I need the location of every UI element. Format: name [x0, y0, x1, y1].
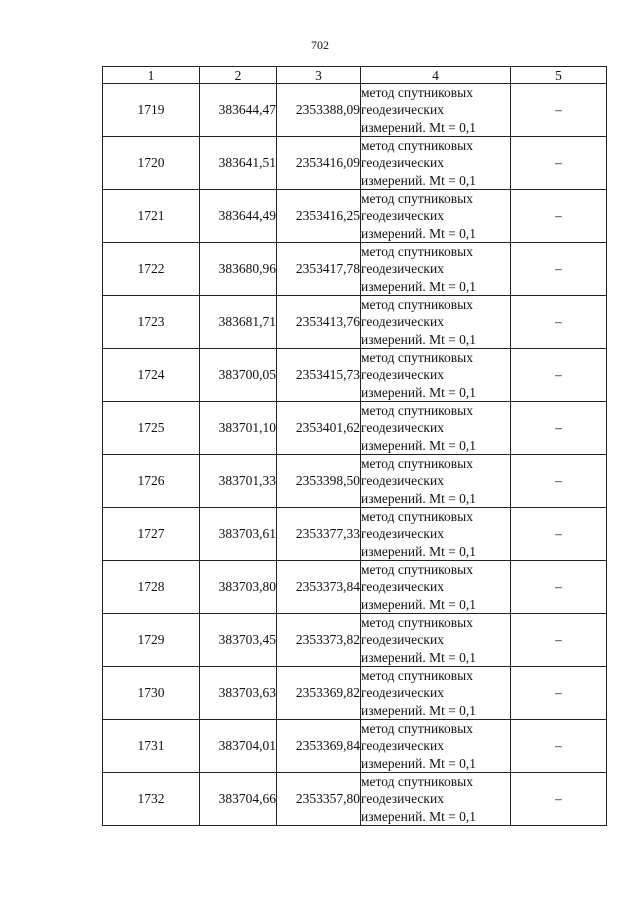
point-number-cell: 1722	[103, 243, 200, 296]
table-row	[103, 296, 607, 349]
coordinate-x-cell: 383644,49	[200, 190, 277, 243]
method-cell	[361, 508, 511, 561]
point-number-cell: 1720	[103, 137, 200, 190]
note-cell: –	[511, 720, 607, 773]
table-body	[103, 84, 607, 826]
method-line: геодезических	[361, 102, 444, 118]
note-cell: –	[511, 614, 607, 667]
note-cell: –	[511, 508, 607, 561]
coordinate-x-cell: 383704,01	[200, 720, 277, 773]
method-line: метод спутниковых	[361, 403, 473, 419]
coordinate-y-cell: 2353401,62	[277, 402, 361, 455]
method-line: метод спутниковых	[361, 85, 473, 101]
method-line: измерений. Mt = 0,1	[361, 225, 477, 241]
table-row	[103, 773, 607, 826]
method-cell	[361, 720, 511, 773]
coordinate-x-cell: 383703,45	[200, 614, 277, 667]
point-number-cell: 1732	[103, 773, 200, 826]
method-line: метод спутниковых	[361, 297, 473, 313]
point-number-cell: 1729	[103, 614, 200, 667]
method-line: метод спутниковых	[361, 721, 473, 737]
method-line: геодезических	[361, 314, 444, 330]
coordinate-x-cell: 383704,66	[200, 773, 277, 826]
page-number: 702	[311, 38, 329, 52]
point-number-cell: 1728	[103, 561, 200, 614]
method-line: измерений. Mt = 0,1	[361, 649, 477, 665]
method-line: метод спутниковых	[361, 191, 473, 207]
method-line: геодезических	[361, 632, 444, 648]
table-row	[103, 561, 607, 614]
method-line: измерений. Mt = 0,1	[361, 172, 477, 188]
method-line: измерений. Mt = 0,1	[361, 384, 477, 400]
method-line: геодезических	[361, 579, 444, 595]
note-cell: –	[511, 402, 607, 455]
note-cell: –	[511, 667, 607, 720]
method-line: измерений. Mt = 0,1	[361, 278, 477, 294]
method-line: измерений. Mt = 0,1	[361, 702, 477, 718]
method-cell	[361, 84, 511, 137]
method-cell	[361, 614, 511, 667]
method-line: метод спутниковых	[361, 774, 473, 790]
method-cell	[361, 243, 511, 296]
coordinate-y-cell: 2353416,09	[277, 137, 361, 190]
coordinate-x-cell: 383681,71	[200, 296, 277, 349]
method-line: метод спутниковых	[361, 456, 473, 472]
table-header-row	[103, 67, 607, 84]
note-cell: –	[511, 455, 607, 508]
coordinate-x-cell: 383641,51	[200, 137, 277, 190]
coordinate-x-cell: 383701,10	[200, 402, 277, 455]
coordinate-y-cell: 2353373,82	[277, 614, 361, 667]
point-number-cell: 1725	[103, 402, 200, 455]
method-cell	[361, 402, 511, 455]
point-number-cell: 1730	[103, 667, 200, 720]
coordinate-y-cell: 2353416,25	[277, 190, 361, 243]
method-line: геодезических	[361, 473, 444, 489]
coordinate-x-cell: 383700,05	[200, 349, 277, 402]
table-row	[103, 402, 607, 455]
method-line: измерений. Mt = 0,1	[361, 808, 477, 824]
method-line: геодезических	[361, 208, 444, 224]
header-col-5: 5	[511, 67, 607, 84]
method-line: геодезических	[361, 526, 444, 542]
method-cell	[361, 773, 511, 826]
table-row	[103, 190, 607, 243]
coordinate-y-cell: 2353377,33	[277, 508, 361, 561]
note-cell: –	[511, 137, 607, 190]
point-number-cell: 1726	[103, 455, 200, 508]
coordinate-y-cell: 2353417,78	[277, 243, 361, 296]
header-col-1: 1	[103, 67, 200, 84]
coordinate-y-cell: 2353369,82	[277, 667, 361, 720]
table-row	[103, 614, 607, 667]
table-row	[103, 243, 607, 296]
table-row	[103, 349, 607, 402]
method-cell	[361, 190, 511, 243]
coordinate-y-cell: 2353357,80	[277, 773, 361, 826]
coordinate-x-cell: 383644,47	[200, 84, 277, 137]
coordinate-x-cell: 383701,33	[200, 455, 277, 508]
table-row	[103, 667, 607, 720]
note-cell: –	[511, 561, 607, 614]
coordinate-x-cell: 383703,80	[200, 561, 277, 614]
coordinates-table	[102, 66, 607, 826]
table-row	[103, 720, 607, 773]
method-line: измерений. Mt = 0,1	[361, 490, 477, 506]
coordinate-y-cell: 2353388,09	[277, 84, 361, 137]
method-line: метод спутниковых	[361, 615, 473, 631]
point-number-cell: 1719	[103, 84, 200, 137]
method-line: метод спутниковых	[361, 138, 473, 154]
point-number-cell: 1731	[103, 720, 200, 773]
method-line: измерений. Mt = 0,1	[361, 119, 477, 135]
method-line: метод спутниковых	[361, 668, 473, 684]
coordinate-x-cell: 383680,96	[200, 243, 277, 296]
method-cell	[361, 296, 511, 349]
method-cell	[361, 137, 511, 190]
method-line: геодезических	[361, 791, 444, 807]
header-col-2: 2	[200, 67, 277, 84]
method-line: измерений. Mt = 0,1	[361, 596, 477, 612]
method-line: измерений. Mt = 0,1	[361, 331, 477, 347]
method-line: метод спутниковых	[361, 244, 473, 260]
coordinate-x-cell: 383703,63	[200, 667, 277, 720]
method-line: измерений. Mt = 0,1	[361, 437, 477, 453]
method-line: метод спутниковых	[361, 509, 473, 525]
point-number-cell: 1724	[103, 349, 200, 402]
method-cell	[361, 561, 511, 614]
header-col-3: 3	[277, 67, 361, 84]
method-line: метод спутниковых	[361, 562, 473, 578]
method-line: геодезических	[361, 367, 444, 383]
point-number-cell: 1721	[103, 190, 200, 243]
note-cell: –	[511, 773, 607, 826]
note-cell: –	[511, 296, 607, 349]
point-number-cell: 1723	[103, 296, 200, 349]
coordinate-y-cell: 2353369,84	[277, 720, 361, 773]
coordinate-y-cell: 2353413,76	[277, 296, 361, 349]
method-line: измерений. Mt = 0,1	[361, 543, 477, 559]
point-number-cell: 1727	[103, 508, 200, 561]
coordinate-x-cell: 383703,61	[200, 508, 277, 561]
table-row	[103, 84, 607, 137]
method-line: геодезических	[361, 420, 444, 436]
table-row	[103, 508, 607, 561]
coordinate-y-cell: 2353373,84	[277, 561, 361, 614]
note-cell: –	[511, 243, 607, 296]
method-cell	[361, 667, 511, 720]
method-line: измерений. Mt = 0,1	[361, 755, 477, 771]
method-line: геодезических	[361, 261, 444, 277]
method-line: метод спутниковых	[361, 350, 473, 366]
method-cell	[361, 349, 511, 402]
coordinate-y-cell: 2353398,50	[277, 455, 361, 508]
method-line: геодезических	[361, 738, 444, 754]
note-cell: –	[511, 349, 607, 402]
method-line: геодезических	[361, 685, 444, 701]
table-row	[103, 455, 607, 508]
method-cell	[361, 455, 511, 508]
coordinate-y-cell: 2353415,73	[277, 349, 361, 402]
header-col-4: 4	[361, 67, 511, 84]
note-cell: –	[511, 84, 607, 137]
note-cell: –	[511, 190, 607, 243]
table-row	[103, 137, 607, 190]
method-line: геодезических	[361, 155, 444, 171]
